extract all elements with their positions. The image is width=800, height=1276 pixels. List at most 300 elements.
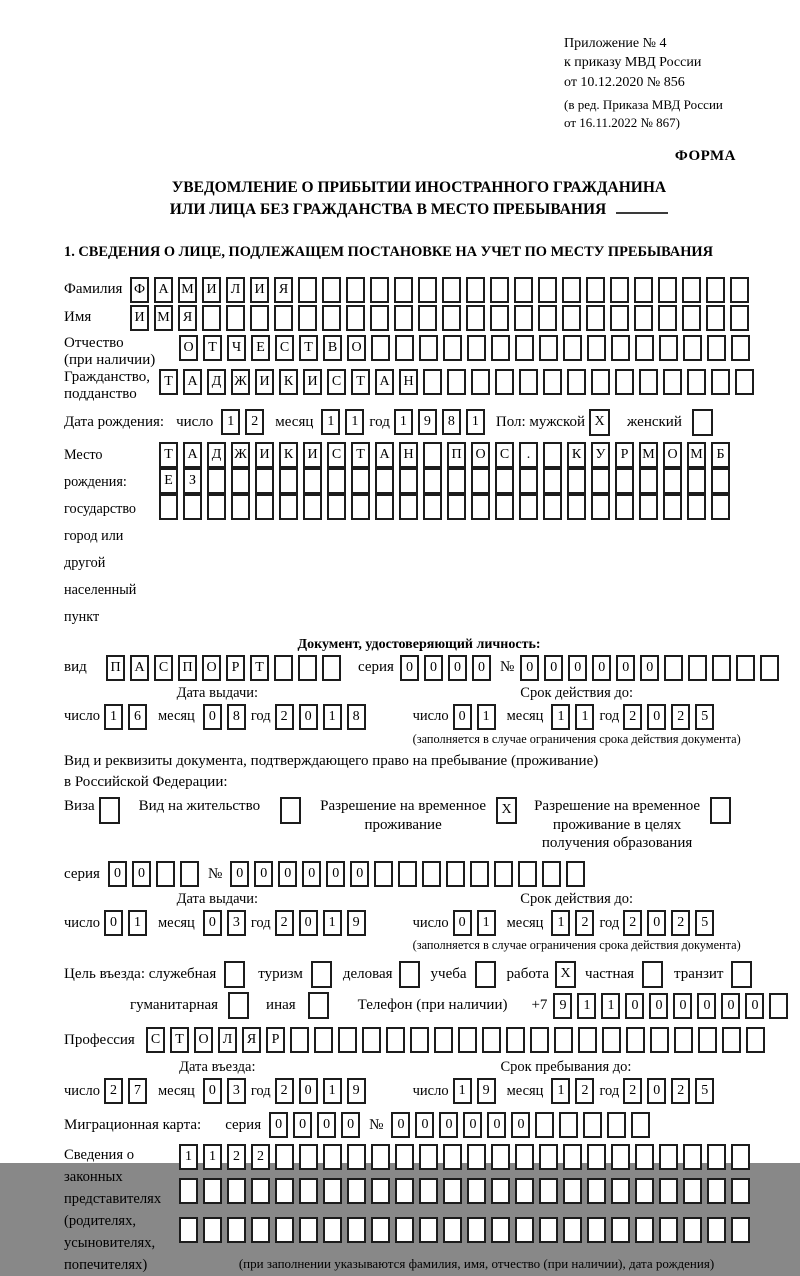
permit-issue-day-cell[interactable]: 1 [128,910,147,936]
stay-year-cell[interactable]: 2 [671,1078,690,1104]
permit-num-cell[interactable]: 0 [254,861,273,887]
birthplace-cell[interactable]: С [327,442,346,468]
name-cell[interactable] [706,305,725,331]
doc-issue-day-cell[interactable]: 6 [128,704,147,730]
profession-cell[interactable]: С [146,1027,165,1053]
representative-cell[interactable] [707,1178,726,1204]
citizenship-cell[interactable] [423,369,442,395]
phone-cell[interactable]: 0 [649,993,668,1019]
representative-cell[interactable] [275,1178,294,1204]
doc-seria-cell[interactable]: 0 [424,655,443,681]
representative-cell[interactable] [251,1178,270,1204]
birthplace-cell[interactable] [207,494,226,520]
representative-cell[interactable]: 1 [203,1144,222,1170]
doc-valid-month-cell[interactable]: 1 [575,704,594,730]
representative-cell[interactable] [275,1144,294,1170]
representative-cell[interactable] [395,1144,414,1170]
patronymic-cell[interactable] [707,335,726,361]
sex-male-box[interactable]: X [589,409,610,436]
permit-num-cell[interactable] [470,861,489,887]
phone-cell[interactable]: 0 [697,993,716,1019]
patronymic-cell[interactable] [587,335,606,361]
birthplace-cell[interactable] [375,468,394,494]
profession-cell[interactable] [338,1027,357,1053]
surname-cell[interactable] [394,277,413,303]
patronymic-cell[interactable] [563,335,582,361]
permit-valid-year-cell[interactable]: 0 [647,910,666,936]
birthplace-cell[interactable]: Р [615,442,634,468]
doc-type-cell[interactable]: А [130,655,149,681]
doc-type-cell[interactable]: П [106,655,125,681]
phone-cell[interactable] [769,993,788,1019]
birthplace-cell[interactable] [303,494,322,520]
phone-cell[interactable]: 1 [577,993,596,1019]
patronymic-cell[interactable] [467,335,486,361]
mig-num-cell[interactable]: 0 [463,1112,482,1138]
representative-cell[interactable] [275,1217,294,1243]
surname-cell[interactable]: М [178,277,197,303]
representative-cell[interactable] [299,1178,318,1204]
birthplace-cell[interactable] [255,468,274,494]
permit-valid-year-cell[interactable]: 2 [671,910,690,936]
mig-num-cell[interactable]: 0 [415,1112,434,1138]
name-cell[interactable] [370,305,389,331]
birth-year-cell[interactable]: 8 [442,409,461,435]
representative-cell[interactable] [443,1144,462,1170]
citizenship-cell[interactable] [687,369,706,395]
birthplace-cell[interactable] [399,494,418,520]
birthplace-cell[interactable] [327,468,346,494]
doc-type-cell[interactable] [298,655,317,681]
surname-cell[interactable]: А [154,277,173,303]
representative-cell[interactable]: 2 [251,1144,270,1170]
representative-cell[interactable] [419,1217,438,1243]
profession-cell[interactable] [386,1027,405,1053]
patronymic-cell[interactable] [419,335,438,361]
citizenship-cell[interactable]: Ж [231,369,250,395]
birth-month-cell[interactable]: 1 [345,409,364,435]
representative-cell[interactable] [443,1217,462,1243]
birthplace-cell[interactable] [375,494,394,520]
doc-num-cell[interactable] [664,655,683,681]
birthplace-cell[interactable] [327,494,346,520]
name-cell[interactable] [346,305,365,331]
birthplace-cell[interactable] [231,494,250,520]
representative-cell[interactable] [347,1144,366,1170]
representative-cell[interactable] [371,1217,390,1243]
phone-cell[interactable]: 9 [553,993,572,1019]
permit-issue-year-cell[interactable]: 0 [299,910,318,936]
citizenship-cell[interactable]: К [279,369,298,395]
birthplace-cell[interactable] [279,494,298,520]
birthplace-cell[interactable] [183,494,202,520]
profession-cell[interactable] [458,1027,477,1053]
representative-cell[interactable] [635,1144,654,1170]
birthplace-cell[interactable] [351,494,370,520]
citizenship-cell[interactable]: А [375,369,394,395]
permit-valid-year-cell[interactable]: 2 [623,910,642,936]
birthplace-cell[interactable]: Т [351,442,370,468]
profession-cell[interactable] [554,1027,573,1053]
doc-type-cell[interactable]: Р [226,655,245,681]
representative-cell[interactable] [491,1217,510,1243]
birthplace-cell[interactable]: М [687,442,706,468]
birthplace-cell[interactable] [423,468,442,494]
entry-month-cell[interactable]: 0 [203,1078,222,1104]
representative-cell[interactable] [419,1178,438,1204]
name-cell[interactable] [730,305,749,331]
representative-cell[interactable] [683,1178,702,1204]
surname-cell[interactable] [634,277,653,303]
permit-num-cell[interactable]: 0 [350,861,369,887]
name-cell[interactable] [466,305,485,331]
name-cell[interactable] [658,305,677,331]
profession-cell[interactable] [602,1027,621,1053]
mig-num-cell[interactable]: 0 [511,1112,530,1138]
birthplace-cell[interactable]: Т [159,442,178,468]
mig-num-cell[interactable] [631,1112,650,1138]
name-cell[interactable] [322,305,341,331]
profession-cell[interactable] [530,1027,549,1053]
citizenship-cell[interactable]: Д [207,369,226,395]
permit-num-cell[interactable]: 0 [326,861,345,887]
birthplace-cell[interactable] [399,468,418,494]
representative-cell[interactable] [491,1144,510,1170]
birthplace-cell[interactable] [543,442,562,468]
surname-cell[interactable] [322,277,341,303]
doc-num-cell[interactable] [688,655,707,681]
surname-cell[interactable] [610,277,629,303]
profession-cell[interactable] [434,1027,453,1053]
profession-cell[interactable] [674,1027,693,1053]
name-cell[interactable] [442,305,461,331]
name-cell[interactable] [418,305,437,331]
permit-seria-cell[interactable] [180,861,199,887]
patronymic-cell[interactable]: Ч [227,335,246,361]
permit-num-cell[interactable] [446,861,465,887]
name-cell[interactable] [514,305,533,331]
permit-issue-year-cell[interactable]: 9 [347,910,366,936]
doc-num-cell[interactable]: 0 [592,655,611,681]
birth-month-cell[interactable]: 1 [321,409,340,435]
citizenship-cell[interactable] [519,369,538,395]
permit-num-cell[interactable]: 0 [278,861,297,887]
representative-cell[interactable] [539,1217,558,1243]
representative-cell[interactable] [467,1144,486,1170]
birth-day-cell[interactable]: 2 [245,409,264,435]
purpose-humanitarian-box[interactable] [228,992,249,1019]
birth-day-cell[interactable]: 1 [221,409,240,435]
stay-year-cell[interactable]: 0 [647,1078,666,1104]
permit-num-cell[interactable] [518,861,537,887]
surname-cell[interactable]: Я [274,277,293,303]
representative-cell[interactable] [227,1178,246,1204]
representative-cell[interactable]: 2 [227,1144,246,1170]
representative-cell[interactable] [515,1217,534,1243]
citizenship-cell[interactable] [639,369,658,395]
citizenship-cell[interactable]: С [327,369,346,395]
citizenship-cell[interactable]: А [183,369,202,395]
citizenship-cell[interactable] [711,369,730,395]
birthplace-cell[interactable] [687,494,706,520]
representative-cell[interactable] [347,1178,366,1204]
doc-num-cell[interactable]: 0 [544,655,563,681]
purpose-transit-box[interactable] [731,961,752,988]
surname-cell[interactable] [370,277,389,303]
entry-year-cell[interactable]: 2 [275,1078,294,1104]
patronymic-cell[interactable] [611,335,630,361]
birthplace-cell[interactable]: З [183,468,202,494]
surname-cell[interactable] [706,277,725,303]
profession-cell[interactable] [698,1027,717,1053]
birthplace-cell[interactable] [567,494,586,520]
permit-num-cell[interactable] [566,861,585,887]
profession-cell[interactable] [506,1027,525,1053]
citizenship-cell[interactable] [615,369,634,395]
birthplace-cell[interactable] [471,494,490,520]
entry-year-cell[interactable]: 0 [299,1078,318,1104]
name-cell[interactable] [610,305,629,331]
patronymic-cell[interactable]: В [323,335,342,361]
mig-num-cell[interactable] [607,1112,626,1138]
permit-valid-month-cell[interactable]: 2 [575,910,594,936]
doc-type-cell[interactable]: П [178,655,197,681]
birth-year-cell[interactable]: 1 [394,409,413,435]
mig-num-cell[interactable] [559,1112,578,1138]
doc-issue-year-cell[interactable]: 2 [275,704,294,730]
stay-day-cell[interactable]: 1 [453,1078,472,1104]
profession-cell[interactable] [482,1027,501,1053]
doc-num-cell[interactable]: 0 [616,655,635,681]
mig-seria-cell[interactable]: 0 [269,1112,288,1138]
birthplace-cell[interactable]: И [255,442,274,468]
representative-cell[interactable] [587,1144,606,1170]
name-cell[interactable] [586,305,605,331]
entry-year-cell[interactable]: 1 [323,1078,342,1104]
representative-cell[interactable] [419,1144,438,1170]
surname-cell[interactable] [538,277,557,303]
permit-issue-month-cell[interactable]: 3 [227,910,246,936]
representative-cell[interactable] [371,1144,390,1170]
representative-cell[interactable] [587,1178,606,1204]
representative-cell[interactable] [539,1178,558,1204]
surname-cell[interactable]: Ф [130,277,149,303]
birthplace-cell[interactable] [615,468,634,494]
mig-num-cell[interactable] [535,1112,554,1138]
entry-month-cell[interactable]: 3 [227,1078,246,1104]
doc-num-cell[interactable] [760,655,779,681]
phone-cell[interactable]: 0 [625,993,644,1019]
citizenship-cell[interactable] [591,369,610,395]
doc-num-cell[interactable]: 0 [520,655,539,681]
name-cell[interactable] [634,305,653,331]
doc-num-cell[interactable] [736,655,755,681]
citizenship-cell[interactable]: Т [159,369,178,395]
patronymic-cell[interactable]: О [179,335,198,361]
doc-issue-year-cell[interactable]: 1 [323,704,342,730]
birthplace-cell[interactable]: Н [399,442,418,468]
doc-issue-month-cell[interactable]: 8 [227,704,246,730]
sex-female-box[interactable] [692,409,713,436]
birthplace-cell[interactable] [471,468,490,494]
representative-cell[interactable] [491,1178,510,1204]
mig-seria-cell[interactable]: 0 [293,1112,312,1138]
name-cell[interactable] [226,305,245,331]
doc-valid-year-cell[interactable]: 0 [647,704,666,730]
profession-cell[interactable] [362,1027,381,1053]
purpose-other-box[interactable] [308,992,329,1019]
surname-cell[interactable] [298,277,317,303]
surname-cell[interactable]: И [202,277,221,303]
surname-cell[interactable] [682,277,701,303]
patronymic-cell[interactable]: Т [203,335,222,361]
birthplace-cell[interactable] [543,494,562,520]
birthplace-cell[interactable] [663,468,682,494]
name-cell[interactable] [250,305,269,331]
birthplace-cell[interactable]: Б [711,442,730,468]
permit-issue-day-cell[interactable]: 0 [104,910,123,936]
birthplace-cell[interactable] [711,468,730,494]
profession-cell[interactable]: Л [218,1027,237,1053]
profession-cell[interactable]: О [194,1027,213,1053]
profession-cell[interactable] [410,1027,429,1053]
doc-issue-year-cell[interactable]: 8 [347,704,366,730]
mig-num-cell[interactable]: 0 [391,1112,410,1138]
birthplace-cell[interactable] [447,494,466,520]
permit-num-cell[interactable] [542,861,561,887]
birth-year-cell[interactable]: 9 [418,409,437,435]
profession-cell[interactable]: Я [242,1027,261,1053]
birthplace-cell[interactable] [711,494,730,520]
stay-year-cell[interactable]: 2 [623,1078,642,1104]
permit-issue-year-cell[interactable]: 2 [275,910,294,936]
representative-cell[interactable] [731,1217,750,1243]
citizenship-cell[interactable]: Н [399,369,418,395]
representative-cell[interactable] [731,1144,750,1170]
permit-issue-month-cell[interactable]: 0 [203,910,222,936]
temp-permit-box[interactable]: X [496,797,517,824]
citizenship-cell[interactable] [447,369,466,395]
representative-cell[interactable] [563,1217,582,1243]
birthplace-cell[interactable] [495,494,514,520]
representative-cell[interactable] [371,1178,390,1204]
birthplace-cell[interactable] [207,468,226,494]
stay-year-cell[interactable]: 5 [695,1078,714,1104]
surname-cell[interactable]: Л [226,277,245,303]
permit-valid-day-cell[interactable]: 1 [477,910,496,936]
representative-cell[interactable] [251,1217,270,1243]
representative-cell[interactable] [611,1144,630,1170]
name-cell[interactable] [538,305,557,331]
doc-issue-month-cell[interactable]: 0 [203,704,222,730]
birthplace-cell[interactable] [303,468,322,494]
profession-cell[interactable] [650,1027,669,1053]
name-cell[interactable] [562,305,581,331]
doc-issue-day-cell[interactable]: 1 [104,704,123,730]
doc-valid-year-cell[interactable]: 2 [671,704,690,730]
patronymic-cell[interactable] [683,335,702,361]
representative-cell[interactable] [659,1144,678,1170]
doc-valid-year-cell[interactable]: 2 [623,704,642,730]
representative-cell[interactable] [539,1144,558,1170]
birthplace-cell[interactable]: И [303,442,322,468]
patronymic-cell[interactable] [731,335,750,361]
citizenship-cell[interactable] [543,369,562,395]
patronymic-cell[interactable]: Т [299,335,318,361]
doc-num-cell[interactable] [712,655,731,681]
patronymic-cell[interactable] [635,335,654,361]
birthplace-cell[interactable]: Ж [231,442,250,468]
birthplace-cell[interactable]: А [183,442,202,468]
patronymic-cell[interactable] [491,335,510,361]
representative-cell[interactable] [659,1217,678,1243]
birthplace-cell[interactable]: О [471,442,490,468]
surname-cell[interactable] [490,277,509,303]
doc-num-cell[interactable]: 0 [568,655,587,681]
phone-cell[interactable]: 1 [601,993,620,1019]
patronymic-cell[interactable] [395,335,414,361]
surname-cell[interactable] [562,277,581,303]
birthplace-cell[interactable]: О [663,442,682,468]
birthplace-cell[interactable] [255,494,274,520]
profession-cell[interactable] [290,1027,309,1053]
permit-num-cell[interactable] [374,861,393,887]
profession-cell[interactable]: Т [170,1027,189,1053]
profession-cell[interactable] [314,1027,333,1053]
birthplace-cell[interactable]: Д [207,442,226,468]
doc-type-cell[interactable] [274,655,293,681]
birthplace-cell[interactable] [495,468,514,494]
surname-cell[interactable] [586,277,605,303]
doc-type-cell[interactable] [322,655,341,681]
birthplace-cell[interactable]: А [375,442,394,468]
name-cell[interactable]: И [130,305,149,331]
patronymic-cell[interactable]: О [347,335,366,361]
representative-cell[interactable] [659,1178,678,1204]
doc-seria-cell[interactable]: 0 [448,655,467,681]
patronymic-cell[interactable] [659,335,678,361]
representative-cell[interactable] [203,1217,222,1243]
profession-cell[interactable] [746,1027,765,1053]
mig-num-cell[interactable]: 0 [487,1112,506,1138]
doc-valid-year-cell[interactable]: 5 [695,704,714,730]
representative-cell[interactable] [611,1178,630,1204]
representative-cell[interactable] [323,1217,342,1243]
surname-cell[interactable]: И [250,277,269,303]
birthplace-cell[interactable] [519,494,538,520]
birthplace-cell[interactable]: К [567,442,586,468]
patronymic-cell[interactable] [539,335,558,361]
mig-num-cell[interactable]: 0 [439,1112,458,1138]
residence-permit-box[interactable] [280,797,301,824]
permit-num-cell[interactable] [494,861,513,887]
permit-seria-cell[interactable]: 0 [132,861,151,887]
permit-valid-month-cell[interactable]: 1 [551,910,570,936]
citizenship-cell[interactable]: И [255,369,274,395]
name-cell[interactable] [490,305,509,331]
entry-year-cell[interactable]: 9 [347,1078,366,1104]
mig-num-cell[interactable] [583,1112,602,1138]
permit-seria-cell[interactable] [156,861,175,887]
birthplace-cell[interactable] [615,494,634,520]
phone-cell[interactable]: 0 [721,993,740,1019]
representative-cell[interactable]: 1 [179,1144,198,1170]
representative-cell[interactable] [515,1178,534,1204]
representative-cell[interactable] [323,1144,342,1170]
representative-cell[interactable] [683,1217,702,1243]
representative-cell[interactable] [635,1178,654,1204]
representative-cell[interactable] [179,1178,198,1204]
